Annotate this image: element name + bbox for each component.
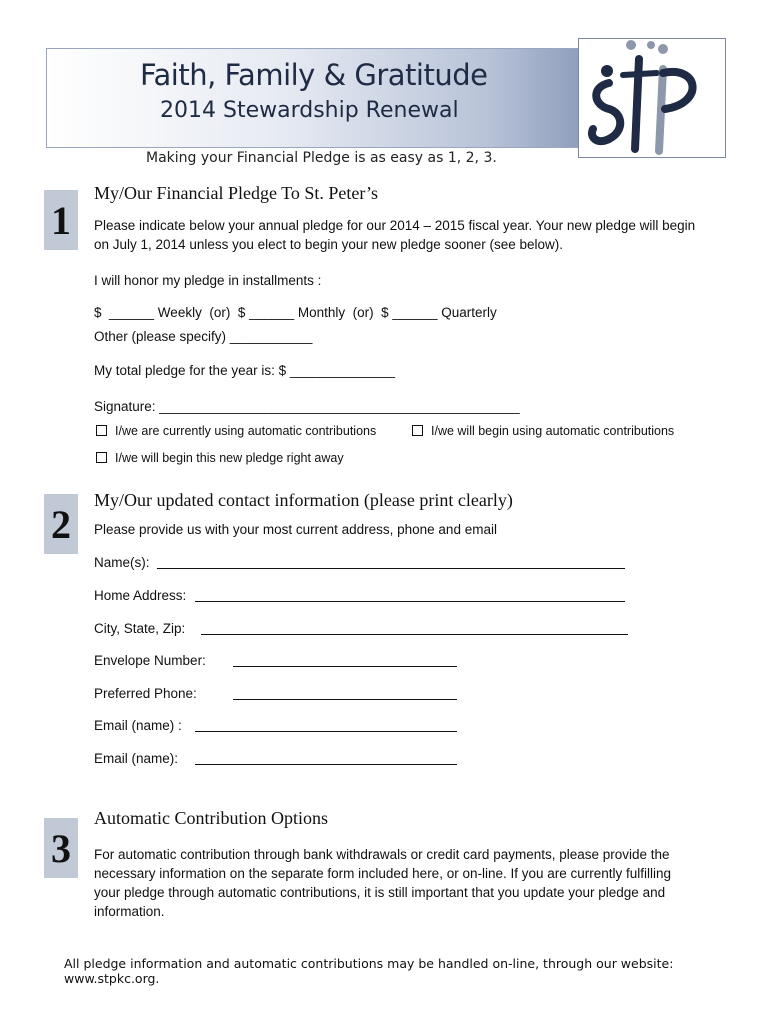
names-field[interactable] [157,568,625,569]
section1-intro-line2: on July 1, 2014 unless you elect to begin your new pledge sooner (see below). [94,237,564,252]
email2-label: Email (name): [94,751,179,766]
checkbox-begin-right-away[interactable] [96,449,344,468]
footer-note: All pledge information and automatic contributions may be handled on-line, through our website: www.stpkc.org. [64,956,674,986]
names-label: Name(s): [94,555,150,570]
section2-title: My/Our updated contact information (please print clearly) [94,490,513,510]
checkbox-icon[interactable] [412,425,423,436]
envelope-field[interactable] [233,666,457,667]
checkbox-icon[interactable] [96,425,107,436]
section-number-3: 3 [44,818,78,878]
checkbox-label: I/we will begin this new pledge right away [115,451,344,465]
installments-field[interactable]: $ ______ Weekly (or) $ ______ Monthly (or) $ ______ Quarterly [94,305,497,320]
section-number-2: 2 [44,494,78,554]
section3-line3: your pledge through automatic contributions, it is still important that you update your pledge and [94,885,666,900]
envelope-label: Envelope Number: [94,653,206,668]
address-field[interactable] [195,601,625,602]
phone-label: Preferred Phone: [94,686,197,701]
city-label: City, State, Zip: [94,621,186,636]
section3-line2: necessary information on the separate form included here, or on-line. If you are currently fulfilling [94,866,672,881]
section2-intro: Please provide us with your most current address, phone and email [94,522,497,537]
page-subtitle: 2014 Stewardship Renewal [160,98,459,123]
section1-intro-line1: Please indicate below your annual pledge for our 2014 – 2015 fiscal year. Your new pledge will begin [94,218,696,233]
email1-label: Email (name) : [94,718,182,733]
section1-title: My/Our Financial Pledge To St. Peter’s [94,183,379,203]
page-title: Faith, Family & Gratitude [140,58,488,92]
checkbox-icon[interactable] [96,452,107,463]
address-label: Home Address: [94,588,187,603]
section-number-1: 1 [44,190,78,250]
checkbox-label: I/we are currently using automatic contributions [115,424,377,438]
tagline: Making your Financial Pledge is as easy as 1, 2, 3. [146,150,497,166]
email1-field[interactable] [195,731,457,732]
checkbox-label: I/we will begin using automatic contributions [431,424,675,438]
other-field[interactable]: Other (please specify) ___________ [94,329,313,344]
city-field[interactable] [201,634,628,635]
installments-label: I will honor my pledge in installments : [94,273,322,288]
email2-field[interactable] [195,764,457,765]
checkbox-begin-automatic[interactable] [412,422,674,441]
section3-line4: information. [94,904,165,919]
section3-line1: For automatic contribution through bank withdrawals or credit card payments, please provide the [94,847,670,862]
stp-logo-icon [579,39,725,157]
checkbox-currently-automatic[interactable] [96,422,376,441]
section3-title: Automatic Contribution Options [94,808,328,828]
signature-field[interactable]: Signature: ________________________________________________ [94,399,520,414]
stp-logo [578,38,726,158]
phone-field[interactable] [233,699,457,700]
total-pledge-field[interactable]: My total pledge for the year is: $ ______________ [94,363,395,378]
